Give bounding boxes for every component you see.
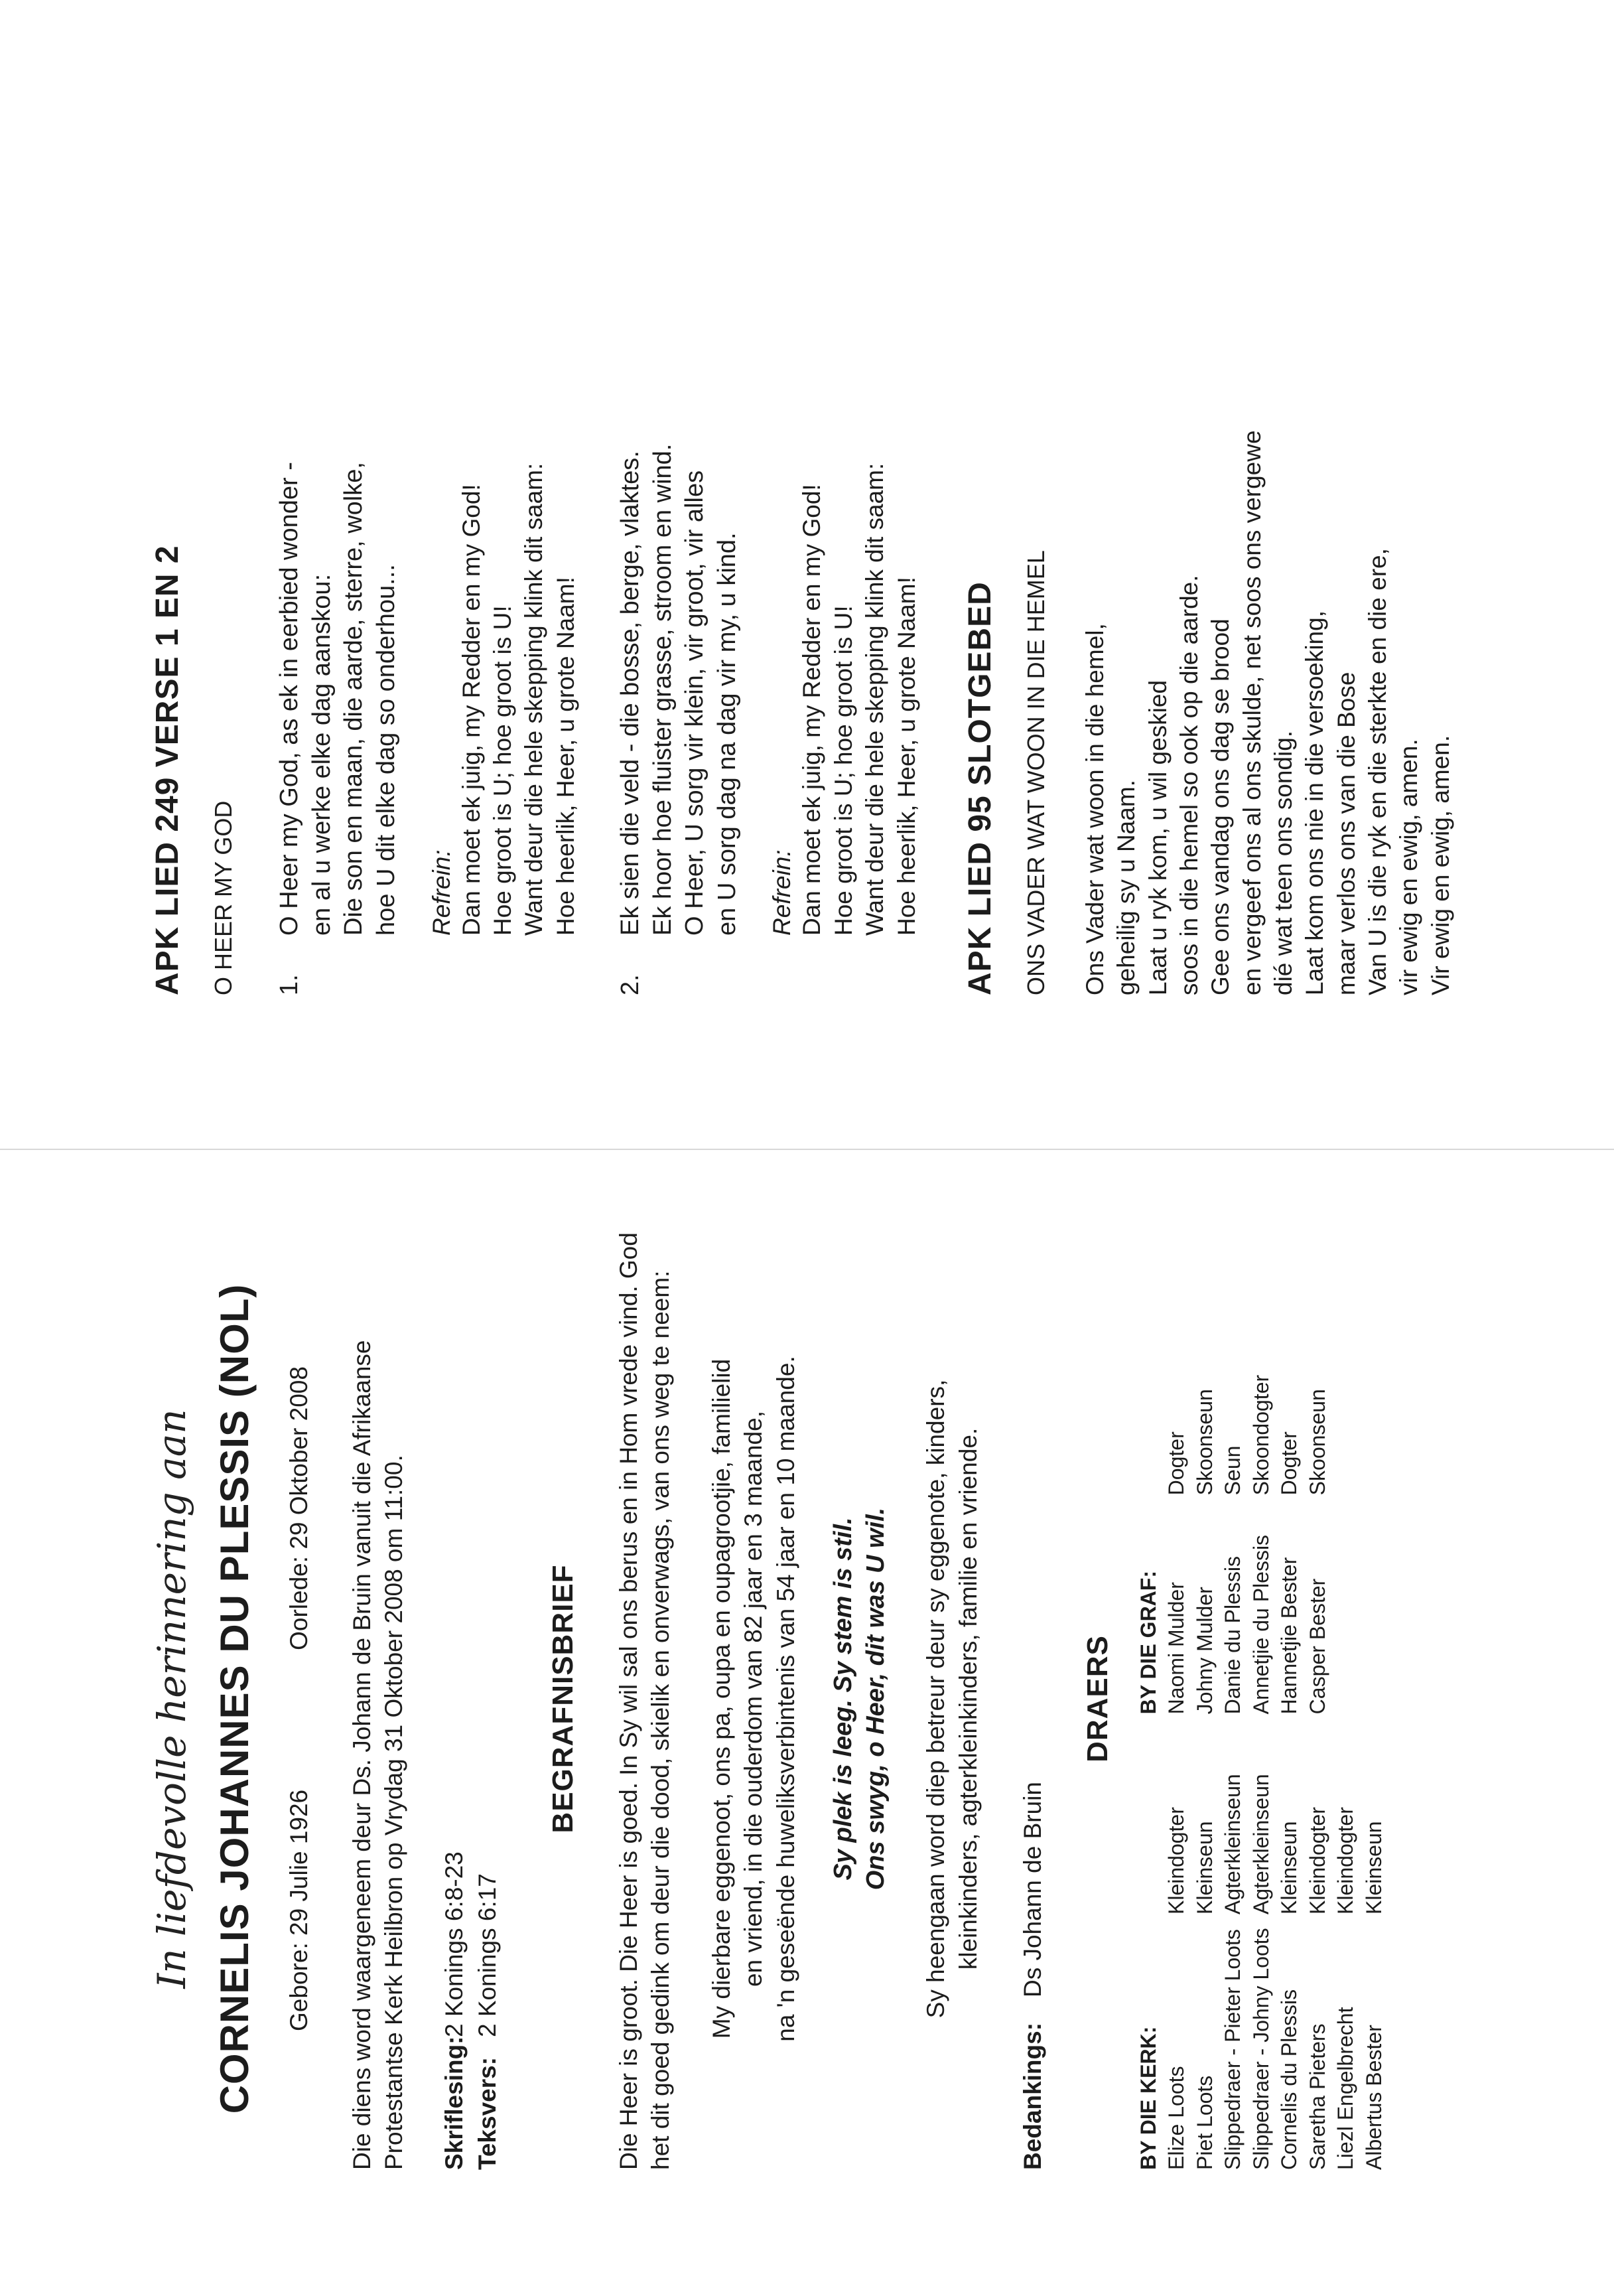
bearer-relation: Skoondogter xyxy=(1248,1374,1273,1496)
bearer-row xyxy=(1247,1375,1276,1714)
bearer-name: Danie du Plessis xyxy=(1221,1555,1245,1715)
refrain-line: Want deur die hele skepping klink dit saam: xyxy=(861,463,889,936)
bearer-relation: Kleindogter xyxy=(1305,1807,1329,1914)
hymn-95-subtitle: ONS VADER WAT WOON IN DIE HEMEL xyxy=(1022,550,1049,995)
life-dates xyxy=(285,1228,313,2170)
bearer-relation: Skoonseun xyxy=(1305,1389,1329,1496)
refrain-label: Refrein: xyxy=(427,849,455,936)
verse-line: Ek sien die veld - die bosse, berge, vlaktes. xyxy=(616,451,644,936)
prayer-line: en vergeef ons al ons skulde, net soos ons vergewe xyxy=(1238,430,1266,995)
memorial-quote xyxy=(827,1228,893,2170)
tribute xyxy=(706,1228,801,2170)
bearer-relation: Kleinseun xyxy=(1362,1821,1386,1914)
mourners-line: Sy heengaan word diep betreur deur sy eggenote, kinders, xyxy=(922,1379,950,2019)
church-bearers-title: BY DIE KERK: xyxy=(1136,2026,1160,2170)
prayer-line: Laat kom ons nie in die versoeking, xyxy=(1301,610,1329,995)
thanks-label: Bedankings: xyxy=(1018,2022,1046,2170)
bearer-relation: Agterkleinseun xyxy=(1221,1774,1245,1914)
verse-line: en U sorg dag na dag vir my, u kind. xyxy=(712,532,741,936)
prayer-line: maar verlos ons van die Bose xyxy=(1332,672,1360,995)
bearer-row xyxy=(1304,1375,1332,1714)
prayer-line: Laat u ryk kom, u wil geskied xyxy=(1144,680,1172,995)
refrain-label: Refrein: xyxy=(768,849,796,936)
refrain-line: Hoe groot is U; hoe groot is U! xyxy=(488,605,516,936)
bearer-row xyxy=(1162,1375,1191,1714)
deceased-name: CORNELIS JOHANNES DU PLESSIS (NOL) xyxy=(212,1283,257,2114)
verse-line: Ek hoor hoe fluister grasse, stroom en wind. xyxy=(648,443,677,936)
bearer-relation: Agterkleinseun xyxy=(1248,1774,1273,1914)
bearer-row xyxy=(1162,1774,1191,2170)
bearer-name: Saretha Pieters xyxy=(1305,2023,1329,2170)
bearer-row xyxy=(1275,1774,1304,2170)
verse-line: Die son en maan, die aarde, sterre, wolke, xyxy=(340,462,368,936)
bearer-name: Slippedraer - Johny Loots xyxy=(1248,1928,1273,2170)
quote-line: Ons swyg, o Heer, dit was U wil. xyxy=(862,1507,890,1891)
scripture-value: 2 Konings 6:8-23 xyxy=(440,1851,468,2037)
prayer-line: vir ewig en ewig, amen. xyxy=(1395,739,1423,995)
prayer-line: Gee ons vandag ons dag se brood xyxy=(1207,618,1235,995)
bearer-relation: Kleindogter xyxy=(1164,1807,1189,1914)
hymn-95-title: APK LIED 95 SLOTGEBED xyxy=(962,581,998,995)
verse-number: 2. xyxy=(616,974,644,995)
bearer-relation: Kleinseun xyxy=(1192,1821,1217,1914)
verse-number: 1. xyxy=(275,974,303,995)
text-verse-label: Teksvers: xyxy=(474,2056,502,2170)
hymn-249-subtitle: O HEER MY GOD xyxy=(210,800,237,995)
bearer-name: Naomi Mulder xyxy=(1164,1582,1189,1715)
prayer-line: geheilig sy u Naam. xyxy=(1112,780,1140,995)
scripture-label: Skriflesing: xyxy=(440,2036,468,2170)
tribute-line: My dierbare eggenoot, ons pa, oupa en oupagrootjie, familielid xyxy=(708,1358,736,2039)
bearer-name: Cornelis du Plessis xyxy=(1277,1989,1302,2170)
bearer-relation: Kleindogter xyxy=(1333,1807,1358,1914)
verse-line: hoe U dit elke dag so onderhou... xyxy=(371,564,400,936)
birth-date: Gebore: 29 Julie 1926 xyxy=(285,1789,312,2031)
bearer-row xyxy=(1219,1774,1247,2170)
refrain-line: Hoe groot is U; hoe groot is U! xyxy=(829,605,857,936)
refrain-line: Hoe heerlik, Heer, u grote Naam! xyxy=(551,577,579,936)
death-date: Oorlede: 29 Oktober 2008 xyxy=(285,1366,312,1650)
refrain-2 xyxy=(796,66,921,936)
scripture-reading xyxy=(440,1228,468,2170)
verse-line: O Heer, U sorg vir klein, vir groot, vir alles xyxy=(681,470,709,936)
bearers-heading: DRAERS xyxy=(1081,1635,1114,1762)
verse-2 xyxy=(614,66,744,995)
bearer-relation: Kleinseun xyxy=(1277,1821,1302,1914)
bearer-row xyxy=(1191,1774,1219,2170)
tribute-line: en vriend, in die ouderdom van 82 jaar en 3 maande, xyxy=(740,1410,768,1987)
refrain-line: Dan moet ek juig, my Redder en my God! xyxy=(798,484,826,936)
fold-line xyxy=(0,1149,1614,1150)
letter-paragraph: Die Heer is groot. Die Heer is goed. In Sy wil sal ons berus en in Hom vrede vind. God het dit goed gedink om deur die dood, skielik en onverwags, van ons weg te neem: xyxy=(615,1232,675,2170)
prayer-line: Vir ewig en ewig, amen. xyxy=(1426,735,1454,995)
bearer-relation: Dogter xyxy=(1164,1431,1189,1496)
refrain-1 xyxy=(456,66,581,936)
bearer-relation: Seun xyxy=(1221,1445,1245,1496)
grave-bearers-title: BY DIE GRAF: xyxy=(1136,1571,1160,1715)
prayer-line: Ons Vader wat woon in die hemel, xyxy=(1081,623,1109,995)
prayer-line: soos in die hemel so ook op die aarde. xyxy=(1175,575,1203,995)
bearer-name: Piet Loots xyxy=(1192,2075,1217,2170)
mourners-line: kleinkinders, agterkleinkinders, familie en vriende. xyxy=(954,1427,982,1970)
text-verse-value: 2 Konings 6:17 xyxy=(474,1873,502,2037)
bearer-name: Annetjie du Plessis xyxy=(1248,1534,1273,1715)
bearer-row xyxy=(1360,1774,1388,2170)
tribute-line: na 'n geseënde huweliksverbintenis van 54 jaar en 10 maande. xyxy=(772,1356,799,2042)
bearer-relation: Skoonseun xyxy=(1192,1389,1217,1496)
front-panel xyxy=(0,1148,1614,2296)
bearer-row xyxy=(1191,1375,1219,1714)
quote-line: Sy plek is leeg. Sy stem is stil. xyxy=(829,1517,857,1881)
refrain-line: Dan moet ek juig, my Redder en my God! xyxy=(457,484,485,936)
prayer-line: Van U is die ryk en die sterkte en die ere, xyxy=(1364,548,1392,995)
bearer-name: Casper Bester xyxy=(1305,1578,1329,1715)
bearer-name: Liezl Engelbrecht xyxy=(1333,2007,1358,2170)
bearer-name: Slippedraer - Pieter Loots xyxy=(1221,1929,1245,2170)
refrain-line: Hoe heerlik, Heer, u grote Naam! xyxy=(892,577,920,936)
lords-prayer xyxy=(1079,66,1456,995)
grave-bearers xyxy=(1134,1375,1388,1714)
church-bearers xyxy=(1134,1774,1388,2170)
letter-heading: BEGRAFNISBRIEF xyxy=(547,1564,580,1833)
thanks-value: Ds Johann de Bruin xyxy=(1018,1782,1046,1997)
bearer-name: Elize Loots xyxy=(1164,2066,1189,2170)
bearer-name: Johny Mulder xyxy=(1192,1587,1217,1715)
bearers-list xyxy=(1134,1228,1388,2170)
mourners xyxy=(920,1228,984,2170)
verse-1 xyxy=(273,66,403,995)
text-verse xyxy=(474,1228,502,2170)
hymn-249-title: APK LIED 249 VERSE 1 EN 2 xyxy=(150,545,185,995)
bearer-row xyxy=(1247,1774,1276,2170)
refrain-line: Want deur die hele skepping klink dit saam: xyxy=(520,463,548,936)
bearer-name: Albertus Bester xyxy=(1362,2025,1386,2170)
bearer-name: Hannetjie Bester xyxy=(1277,1557,1302,1715)
bearer-row xyxy=(1275,1375,1304,1714)
service-text: Die diens word waargeneem deur Ds. Johann de Bruin vanuit die Afrikaanse Protestantse Kerk Heilbron op Vrydag 31 Oktober 2008 om 11:00. xyxy=(348,1340,408,2170)
verse-line: en al u werke elke dag aanskou: xyxy=(307,573,336,936)
prayer-line: dié wat teen ons sondig. xyxy=(1270,730,1298,995)
memorial-intro: In liefdevolle herinnering aan xyxy=(149,1409,194,1989)
thanks xyxy=(1019,1228,1047,2170)
verse-line: O Heer my God, as ek in eerbied wonder - xyxy=(275,462,303,936)
bearer-relation: Dogter xyxy=(1277,1431,1302,1496)
bearer-row xyxy=(1304,1774,1332,2170)
bearer-row xyxy=(1331,1774,1360,2170)
bearer-row xyxy=(1219,1375,1247,1714)
